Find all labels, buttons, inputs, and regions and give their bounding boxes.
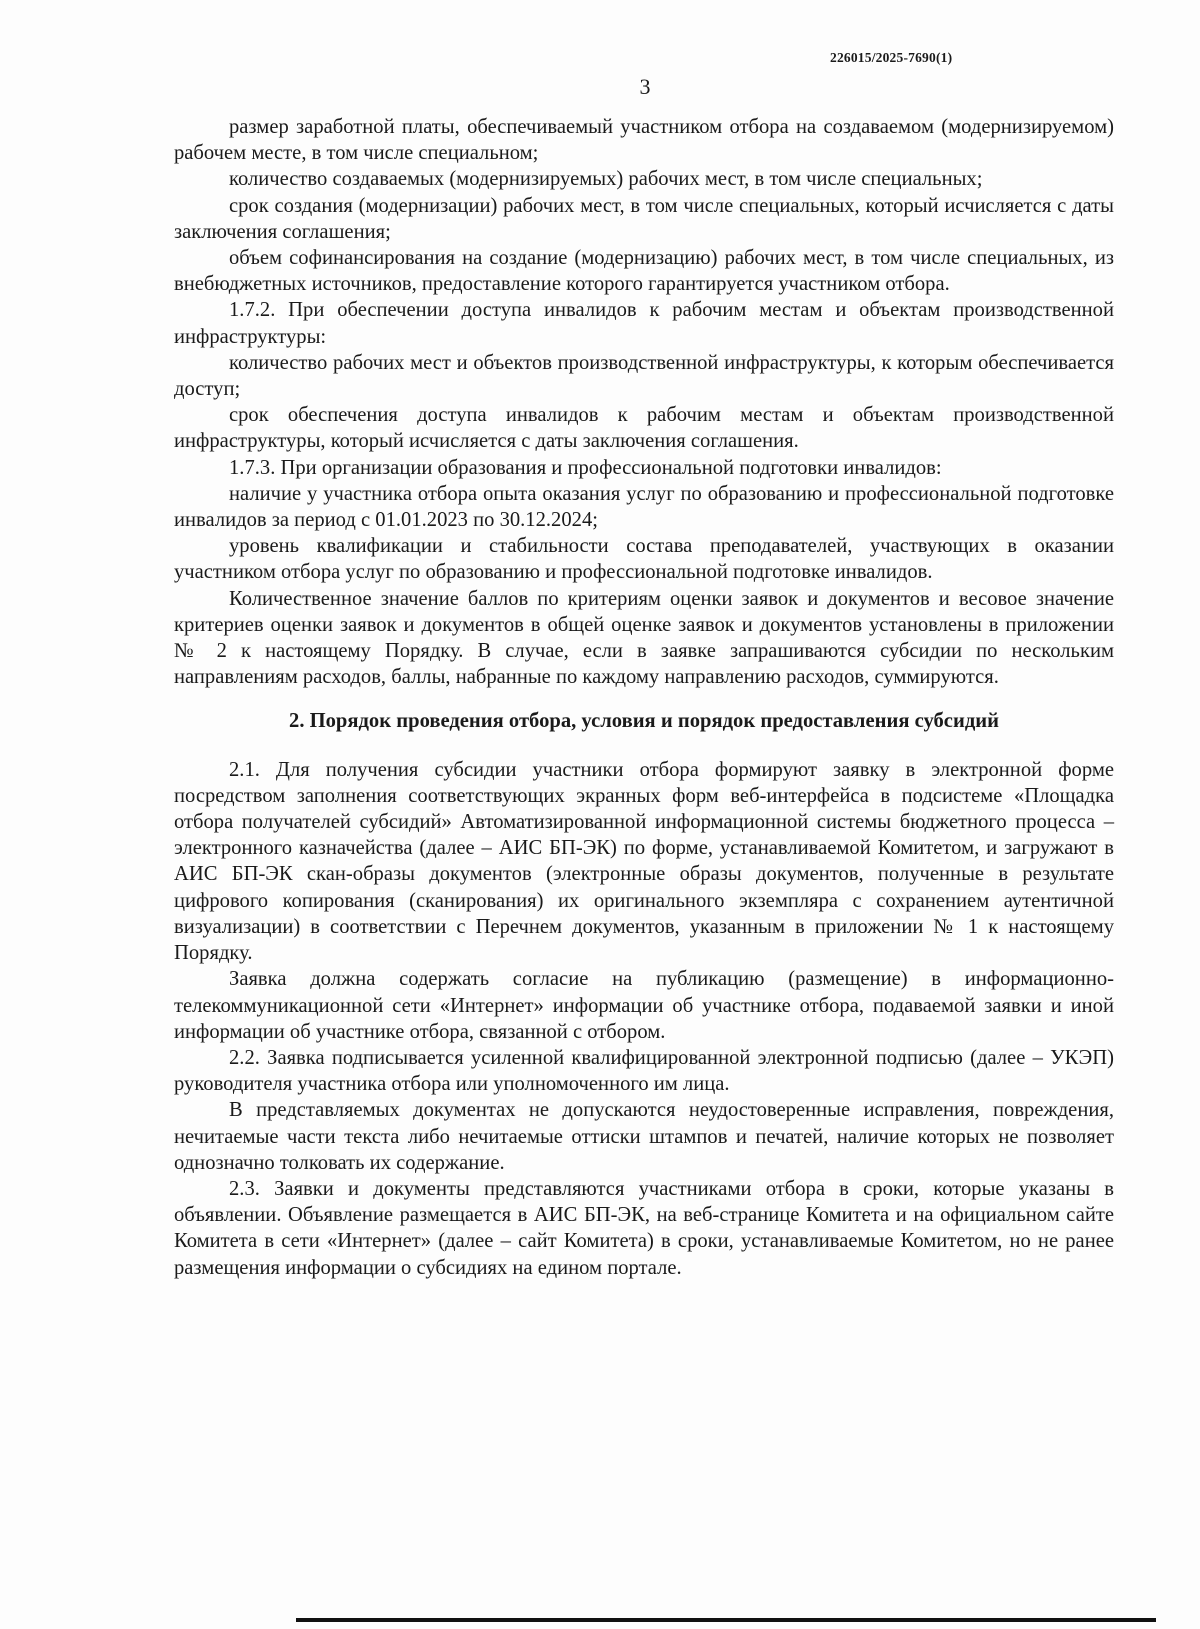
paragraph: уровень квалификации и стабильности состава преподавателей, участвующих в оказании участником отбора услуг по образованию и профессиональной подготовке инвалидов. [174, 535, 1114, 584]
document-number: 226015/2025-7690(1) [830, 50, 953, 65]
paragraph: В представляемых документах не допускаются неудостоверенные исправления, повреждения, нечитаемые части текста либо нечитаемые оттиски штампов и печатей, наличие которых не позволяет однозначно толковать их содержание. [174, 1099, 1114, 1174]
paragraph: срок создания (модернизации) рабочих мест, в том числе специальных, который исчисляется с даты заключения соглашения; [174, 194, 1114, 243]
paragraph: Заявка должна содержать согласие на публикацию (размещение) в информационно-телекоммуникационной сети «Интернет» информации об участнике отбора, подаваемой заявки и иной информации об участнике отбора, связанной с отбором. [174, 968, 1114, 1043]
paragraph: количество создаваемых (модернизируемых) рабочих мест, в том числе специальных; [229, 168, 983, 191]
paragraph: 2.3. Заявки и документы представляются участниками отбора в сроки, которые указаны в объявлении. Объявление размещается в АИС БП-ЭК, на веб-странице Комитета и на официальном сайте Комитета в сети «Интернет» (далее – сайт Комитета) в сроки, устанавливаемые Комитетом, но не ранее размещения информации о субсидиях на едином портале. [174, 1177, 1114, 1279]
paragraph: 2.1. Для получения субсидии участники отбора формируют заявку в электронной форме посредством заполнения соответствующих экранных форм веб-интерфейса в подсистеме «Площадка отбора получателей субсидий» Автоматизированной информационной системы бюджетного процесса – электронного казначейства (далее – АИС БП-ЭК) по форме, устанавливаемой Комитетом, и загружают в АИС БП-ЭК скан-образы документов (электронные образы документов, полученные в результате цифрового копирования (сканирования) их оригинального экземпляра с сохранением аутентичной визуализации) в соответствии с Перечнем документов, указанным в приложении № 1 к настоящему Порядку. [174, 758, 1114, 965]
paragraph: объем софинансирования на создание (модернизацию) рабочих мест, в том числе специальных, из внебюджетных источников, предоставление которого гарантируется участником отбора. [174, 247, 1114, 296]
paragraph: наличие у участника отбора опыта оказания услуг по образованию и профессиональной подготовке инвалидов за период с 01.01.2023 по 30.12.2024; [174, 482, 1114, 532]
paragraph: 1.7.2. При обеспечении доступа инвалидов к рабочим местам и объектам производственной инфраструктуры: [174, 299, 1114, 348]
paragraph: срок обеспечения доступа инвалидов к рабочим местам и объектам производственной инфраструктуры, который исчисляется с даты заключения соглашения. [174, 404, 1114, 453]
paragraph: Количественное значение баллов по критериям оценки заявок и документов и весовое значение критериев оценки заявок и документов в общей оценке заявок и документов установлены в приложении № 2 к настоящему Порядку. В случае, если в заявке запрашиваются субсидии по нескольким направлениям расходов, баллы, набранные по каждому направлению расходов, суммируются. [174, 587, 1114, 689]
document-body [174, 114, 1114, 1281]
paragraph: 2.2. Заявка подписывается усиленной квалифицированной электронной подписью (далее – УКЭП) руководителя участника отбора или уполномоченного им лица. [174, 1046, 1114, 1096]
section-heading: 2. Порядок проведения отбора, условия и порядок предоставления субсидий [289, 710, 999, 733]
page-number: 3 [639, 74, 651, 99]
paragraph: количество рабочих мест и объектов производственной инфраструктуры, к которым обеспечивается доступ; [174, 351, 1114, 401]
paragraph: 1.7.3. При организации образования и профессиональной подготовки инвалидов: [229, 456, 942, 479]
bottom-scan-rule [296, 1618, 1156, 1622]
paragraph: размер заработной платы, обеспечиваемый участником отбора на создаваемом (модернизируемом) рабочем месте, в том числе специальном; [174, 116, 1114, 165]
